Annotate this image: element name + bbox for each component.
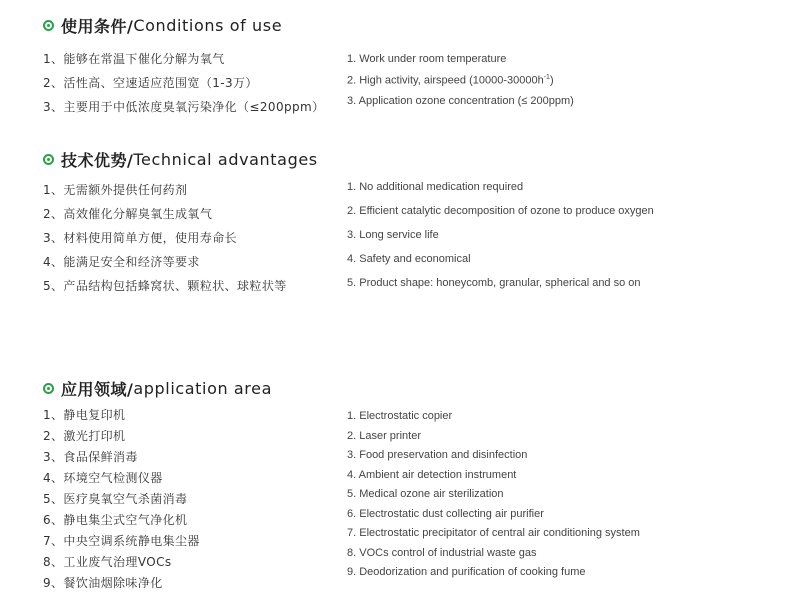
list-item-en: 3. Application ozone concentration (≤ 200ppm) (347, 95, 574, 107)
heading-zh: 应用领域/ (61, 379, 134, 399)
list-item-en: 9. Deodorization and purification of cooking fume (347, 566, 586, 578)
list-item-zh: 4、能满足安全和经济等要求 (43, 255, 200, 269)
list-item-zh: 3、食品保鲜消毒 (43, 450, 138, 464)
circle-bullet-icon (43, 383, 54, 394)
heading-zh: 技术优势/ (61, 150, 134, 170)
list-item-en: 6. Electrostatic dust collecting air purifier (347, 508, 544, 520)
list-item-zh: 9、餐饮油烟除味净化 (43, 576, 163, 590)
airspeed-text: 2. High activity, airspeed (10000-30000h (347, 74, 544, 87)
list-item-zh: 5、医疗臭氧空气杀菌消毒 (43, 492, 188, 506)
list-item-en: 3. Food preservation and disinfection (347, 449, 528, 461)
airspeed-close: ) (549, 74, 554, 87)
list-item-en: 4. Ambient air detection instrument (347, 469, 517, 481)
list-item-en: 7. Electrostatic precipitator of central air conditioning system (347, 527, 640, 539)
circle-bullet-icon (43, 154, 54, 165)
list-item-zh: 2、激光打印机 (43, 429, 126, 443)
section-heading-advantages (43, 148, 318, 170)
circle-bullet-icon (43, 20, 54, 31)
list-item-en: 1. No additional medication required (347, 181, 524, 193)
list-item-zh: 2、高效催化分解臭氧生成氧气 (43, 207, 213, 221)
list-item-en: 2. Efficient catalytic decomposition of ozone to produce oxygen (347, 205, 654, 217)
list-item-en: 8. VOCs control of industrial waste gas (347, 547, 537, 559)
list-item-zh: 6、静电集尘式空气净化机 (43, 513, 188, 527)
list-item-zh: 7、中央空调系统静电集尘器 (43, 534, 200, 548)
list-item-en: 1. Electrostatic copier (347, 410, 453, 422)
list-item-en: 3. Long service life (347, 229, 439, 241)
heading-en: application area (133, 378, 272, 398)
list-item-zh: 8、工业废气治理VOCs (43, 555, 172, 569)
list-item-en: 5. Medical ozone air sterilization (347, 488, 504, 500)
list-item-zh: 3、材料使用简单方便，使用寿命长 (43, 231, 238, 245)
list-item-en (347, 74, 554, 87)
airspeed-superscript: -1 (543, 74, 550, 81)
list-item-zh: 5、产品结构包括蜂窝状、颗粒状、球粒状等 (43, 279, 287, 293)
list-item-zh: 1、能够在常温下催化分解为氧气 (43, 52, 225, 66)
heading-en: Conditions of use (133, 15, 283, 35)
list-item-zh: 3、主要用于中低浓度臭氧污染净化（≤200ppm） (43, 100, 325, 114)
list-item-en: 2. Laser printer (347, 430, 421, 442)
list-item-en: 1. Work under room temperature (347, 53, 507, 65)
list-item-en: 4. Safety and economical (347, 253, 471, 265)
list-item-zh: 1、无需额外提供任何药剂 (43, 183, 188, 197)
heading-en: Technical advantages (133, 149, 318, 169)
list-item-zh: 1、静电复印机 (43, 408, 126, 422)
section-heading-conditions (43, 14, 282, 36)
heading-zh: 使用条件/ (61, 16, 134, 36)
list-item-zh: 2、活性高、空速适应范围宽（1-3万） (43, 76, 258, 90)
section-heading-application (43, 377, 272, 399)
list-item-zh: 4、环境空气检测仪器 (43, 471, 163, 485)
list-item-en: 5. Product shape: honeycomb, granular, spherical and so on (347, 277, 641, 289)
